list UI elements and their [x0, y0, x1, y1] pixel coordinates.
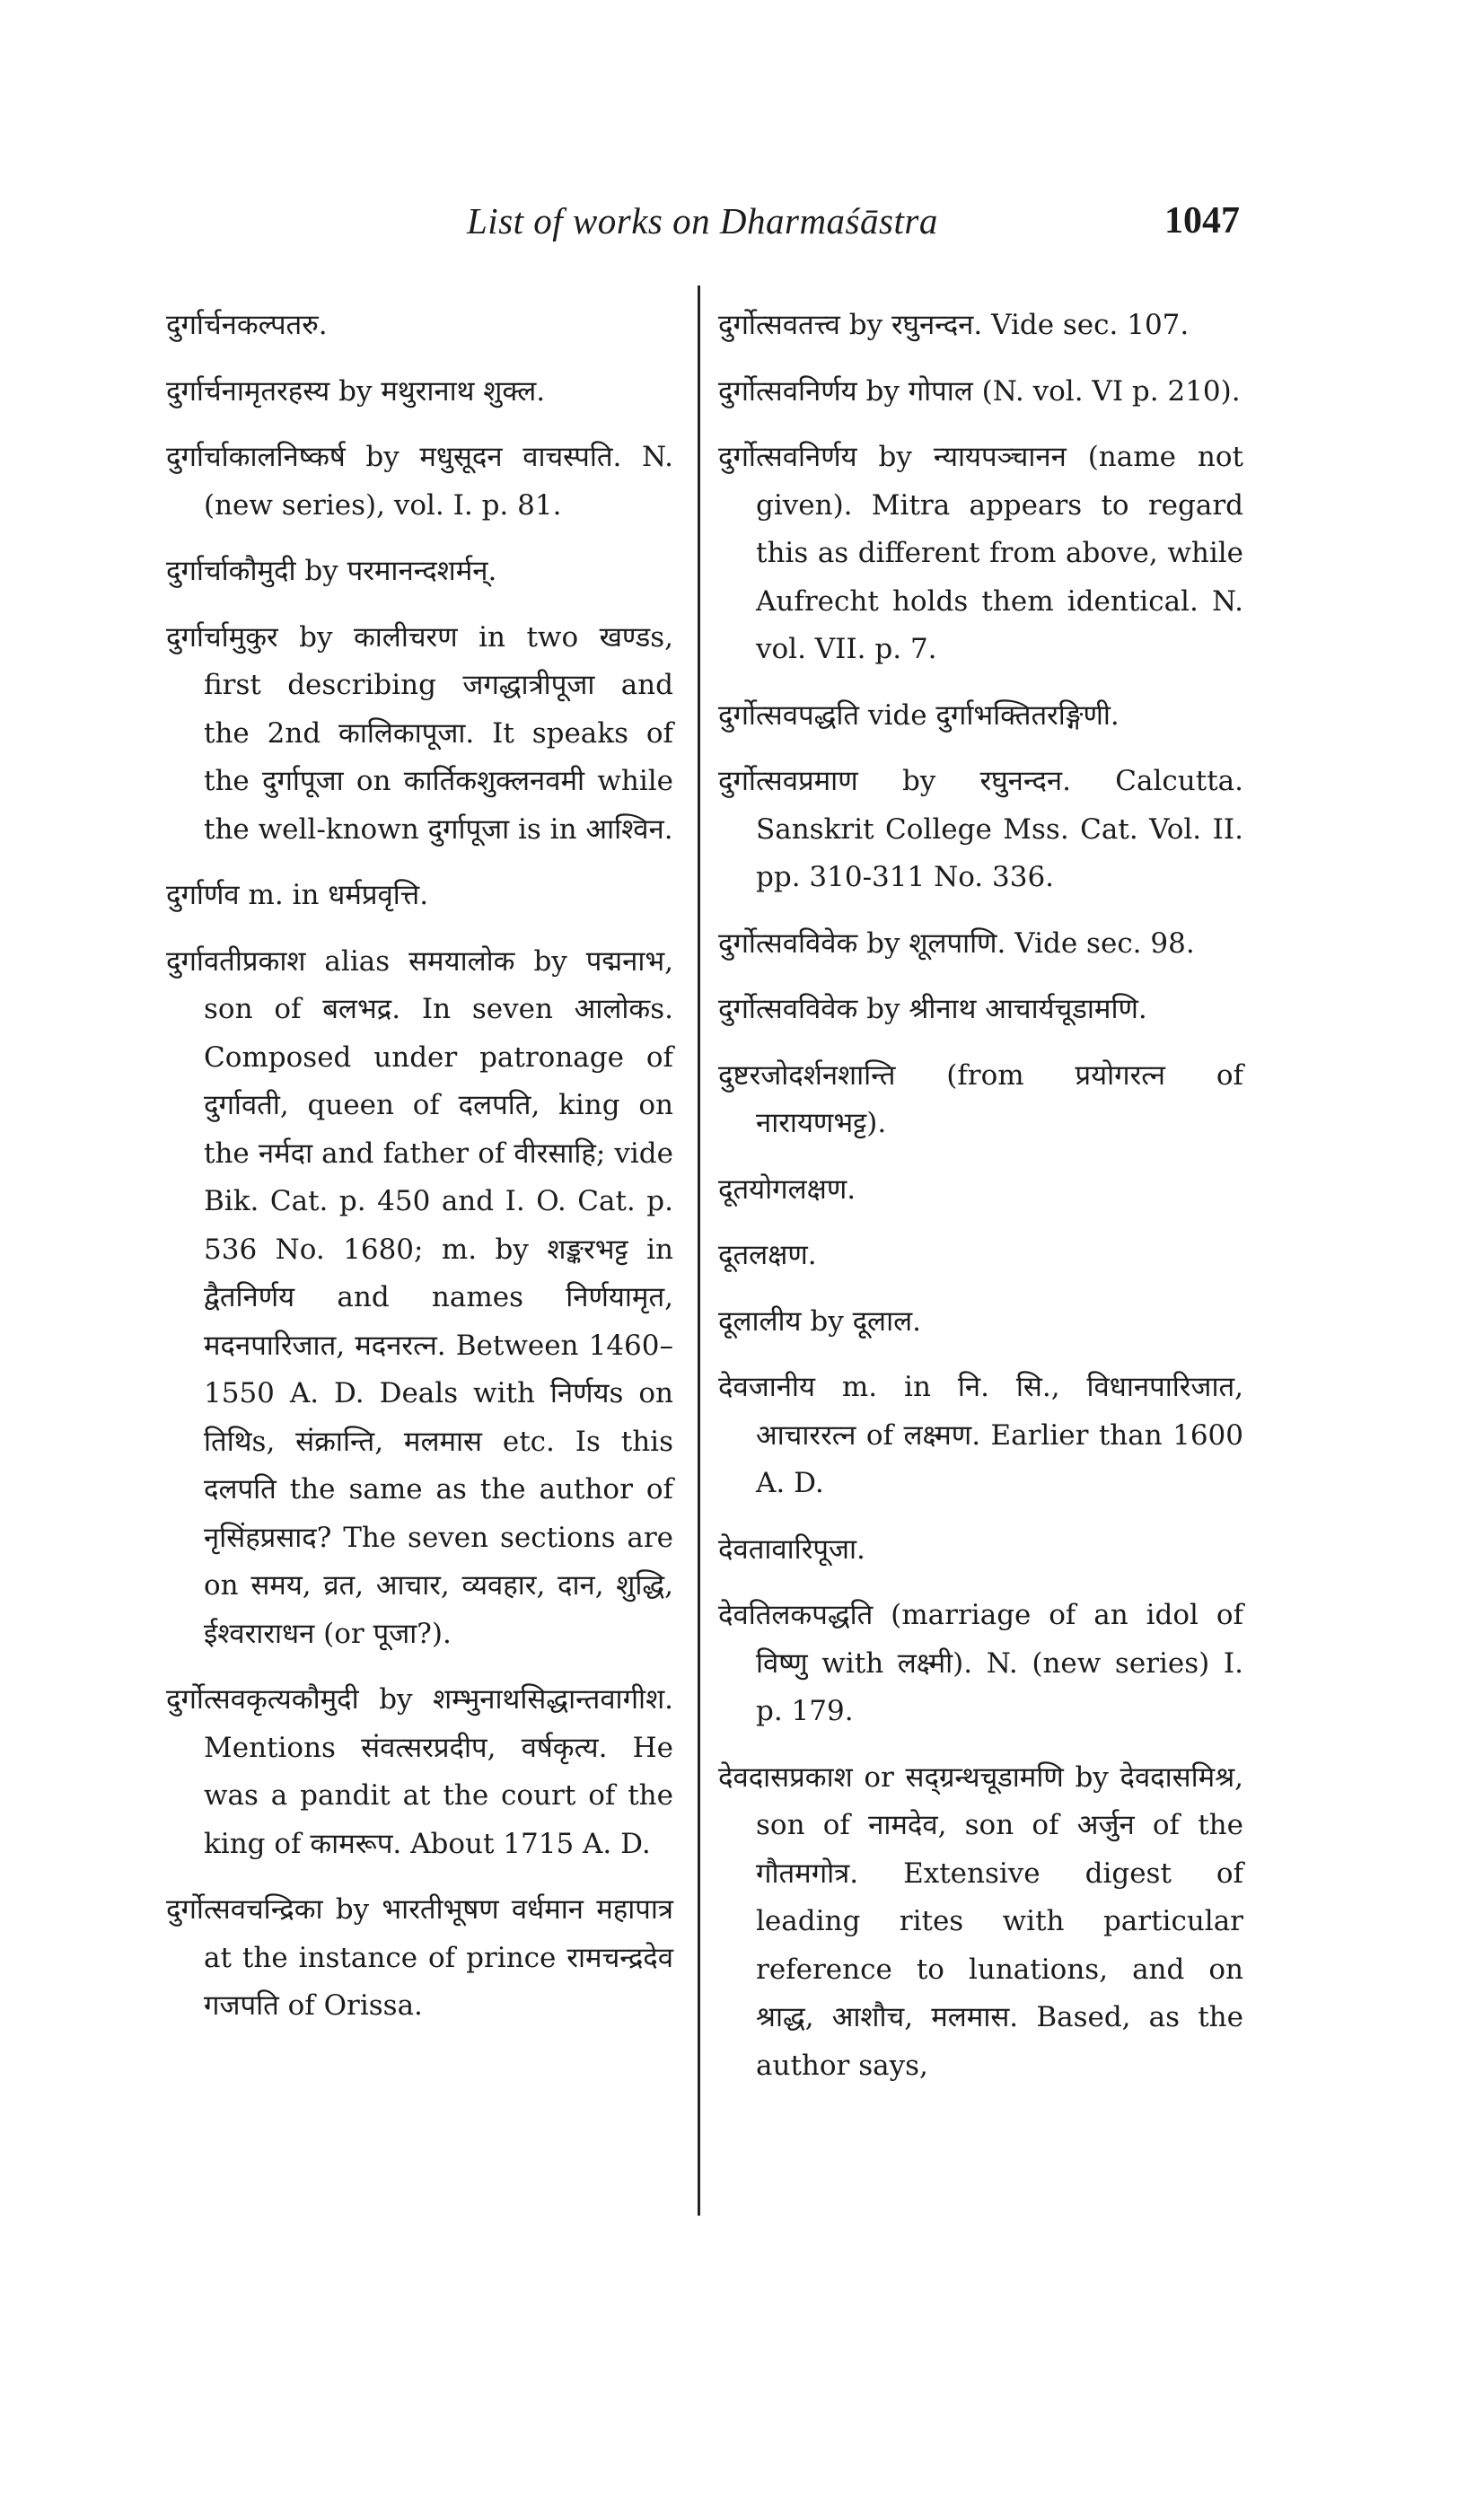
entry-durgotsavaviveka-srinatha: दुर्गोत्सवविवेक by श्रीनाथ आचार्यचूडामणि.: [718, 993, 1147, 1025]
column-divider: [698, 285, 700, 2216]
entry-devatavaripuja: देवतावारिपूजा.: [718, 1532, 865, 1566]
entry-dustarajodarsanasanti: दुष्टरजोदर्शनशान्ति (from प्रयोगरत्न of नारायणभट्ट).: [718, 1058, 1243, 1139]
running-header-title: List of works on Dharmaśāstra: [467, 200, 938, 241]
entry-durgotsavapaddhati: दुर्गोत्सवपद्धति vide दुर्गाभक्तितरङ्गिणी.: [718, 698, 1120, 732]
entry-durgotsavanirnaya-gopala: दुर्गोत्सवनिर्णय by गोपाल (N. vol. VI p. 210).: [718, 374, 1241, 408]
entry-durgarcana-kalpataru: दुर्गार्चनकल्पतरु.: [166, 309, 328, 341]
entry-dutayogalaksana: दूतयोगलक्षण.: [718, 1172, 856, 1206]
entry-durgarcakaumudi: दुर्गार्चाकौमुदी by परमानन्दशर्मन्.: [166, 555, 497, 587]
entry-dulaliya: दूलालीय by दूलाल.: [718, 1304, 921, 1338]
entry-durgarcanamrtarahasya: दुर्गार्चनामृतरहस्य by मथुरानाथ शुक्ल.: [166, 374, 546, 408]
left-column: [166, 302, 673, 2049]
entry-dutalaksana: दूतलक्षण.: [718, 1239, 817, 1271]
entry-devatilakapaddhati: देवतिलकपद्धति (marriage of an idol of विष्णु with लक्ष्मी). N. (new series) I. p. 179.: [718, 1599, 1243, 1727]
entry-durgavatiprakasa: दुर्गावतीप्रकाश alias समयालोक by पद्मनाभ, son of बलभद्र. In seven आलोकs. Composed under patronage of दुर्गावती, queen of दलपति, king on the नर्मदा and father of वीरसाहि; vide Bik. Cat. p. 450 and I. O. Cat. p. 536 No. 1680; m. by शङ्करभट्ट in द्वैतनिर्णय and names निर्णयामृत, मदनपारिजात, मदनरत्न. Between 1460–1550 A. D. Deals with निर्णयs on तिथिs, संक्रान्ति, मलमास etc. Is this दलपति the same as the author of नृसिंहप्रसाद? The seven sections are on समय, व्रत, आचार, व्यवहार, दान, शुद्धि, ईश्वराराधन (or पूजा?).: [166, 944, 673, 1650]
entry-devajaniya: देवजानीय m. in नि. सि., विधानपारिजात, आचाररत्न of लक्ष्मण. Earlier than 1600 A. D.: [718, 1371, 1243, 1499]
entry-durgarcakalaniskarsa: दुर्गार्चाकालनिष्कर्ष by मधुसूदन वाचस्पति. N. (new series), vol. I. p. 81.: [166, 441, 673, 522]
entry-durgotsavanirnaya-nyayapancanana: दुर्गोत्सवनिर्णय by न्यायपञ्चानन (name not given). Mitra appears to regard this as different from above, while Aufrecht holds them identical. N. vol. VII. p. 7.: [718, 441, 1243, 665]
page-number: 1047: [1164, 200, 1240, 241]
entry-durgotsavapramana: दुर्गोत्सवप्रमाण by रघुनन्दन. Calcutta. Sanskrit College Mss. Cat. Vol. II. pp. 310-311 No. 336.: [718, 765, 1243, 893]
entry-durgarcamukura: दुर्गार्चामुकुर by कालीचरण in two खण्डs, first describing जगद्धात्रीपूजा and the 2nd कालिकापूजा. It speaks of the दुर्गापूजा on कार्तिकशुक्लनवमी while the well-known दुर्गापूजा is in आश्विन.: [166, 620, 673, 846]
entry-devadasaprakasa: देवदासप्रकाश or सद्ग्रन्थचूडामणि by देवदासमिश्र, son of नामदेव, son of अर्जुन of the गौतमगोत्र. Extensive digest of leading rites with particular reference to lunations, and on श्राद्ध, आशौच, मलमास. Based, as the author says,: [718, 1760, 1243, 2082]
entry-durgotsavacandrika: दुर्गोत्सवचन्द्रिका by भारतीभूषण वर्धमान महापात्र at the instance of prince रामचन्द्रदेव गजपति of Orissa.: [166, 1893, 673, 2022]
entry-durgotsavatattva: दुर्गोत्सवतत्त्व by रघुनन्दन. Vide sec. 107.: [718, 309, 1190, 341]
entry-durgotsavaviveka-sulapani: दुर्गोत्सवविवेक by शूलपाणि. Vide sec. 98.: [718, 926, 1195, 960]
right-column: [718, 302, 1243, 2108]
entry-durgotsavakrtyakaumudi: दुर्गोत्सवकृत्यकौमुदी by शम्भुनाथसिद्धान्तवागीश. Mentions संवत्सरप्रदीप, वर्षकृत्य. He was a pandit at the court of the king of कामरूप. About 1715 A. D.: [166, 1683, 673, 1860]
entry-durgarnava: दुर्गार्णव m. in धर्मप्रवृत्ति.: [166, 879, 429, 911]
